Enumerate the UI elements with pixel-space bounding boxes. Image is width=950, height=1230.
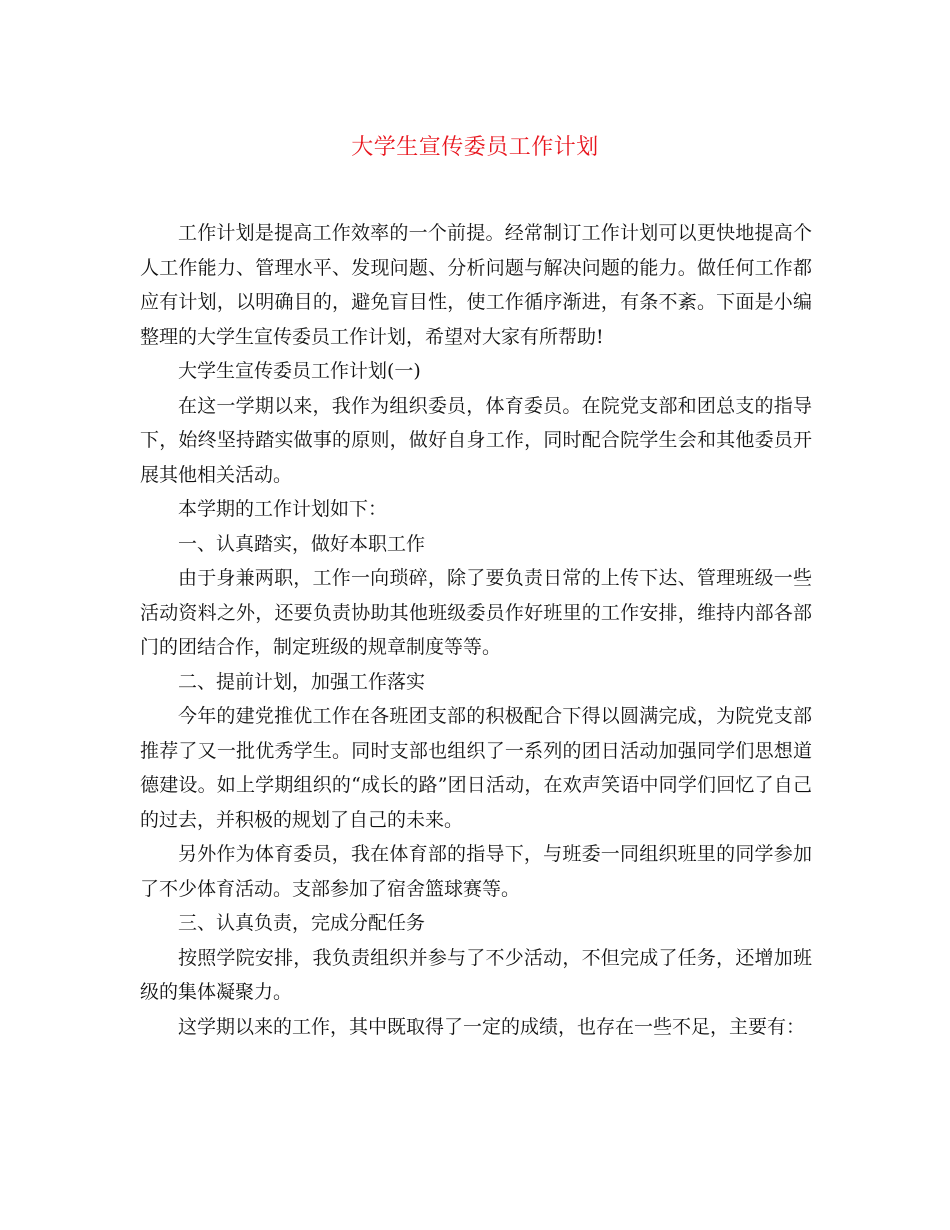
- intro-paragraph: 工作计划是提高工作效率的一个前提。经常制订工作计划可以更快地提高个人工作能力、管理水平、发现问题、分析问题与解决问题的能力。做任何工作都应有计划，以明确目的，避免盲目性，使工作循序渐进，有条不紊。下面是小编整理的大学生宣传委员工作计划，希望对大家有所帮助!: [140, 222, 812, 348]
- document-body: [140, 216, 812, 1044]
- paragraph-semester-overview: 在这一学期以来，我作为组织委员，体育委员。在院党支部和团总支的指导下，始终坚持踏实做事的原则，做好自身工作，同时配合院学生会和其他委员开展其他相关活动。: [140, 394, 812, 486]
- paragraph-plan-intro: 本学期的工作计划如下：: [178, 498, 388, 520]
- paragraph-item-two: 今年的建党推优工作在各班团支部的积极配合下得以圆满完成，为院党支部推荐了又一批优秀学生。同时支部也组织了一系列的团日活动加强同学们思想道德建设。如上学期组织的“成长的路”团日活动，在欢声笑语中同学们回忆了自己的过去，并积极的规划了自己的未来。: [140, 705, 812, 831]
- paragraph-sports: 另外作为体育委员，我在体育部的指导下，与班委一同组织班里的同学参加了不少体育活动。支部参加了宿舍篮球赛等。: [140, 843, 812, 900]
- heading-item-three: 三、认真负责，完成分配任务: [178, 912, 426, 934]
- heading-item-two: 二、提前计划，加强工作落实: [178, 670, 426, 693]
- paragraph-item-three: 按照学院安排，我负责组织并参与了不少活动，不但完成了任务，还增加班级的集体凝聚力。: [140, 946, 812, 1003]
- document-title: 大学生宣传委员工作计划: [351, 135, 599, 160]
- paragraph-item-one: 由于身兼两职，工作一向琐碎，除了要负责日常的上传下达、管理班级一些活动资料之外，还要负责协助其他班级委员作好班里的工作安排，维持内部各部门的团结合作，制定班级的规章制度等等。: [140, 567, 812, 658]
- section-heading-plan-one: 大学生宣传委员工作计划(一): [178, 360, 421, 382]
- heading-item-one: 一、认真踏实，做好本职工作: [178, 532, 426, 555]
- paragraph-summary: 这学期以来的工作，其中既取得了一定的成绩，也存在一些不足，主要有：: [178, 1015, 806, 1038]
